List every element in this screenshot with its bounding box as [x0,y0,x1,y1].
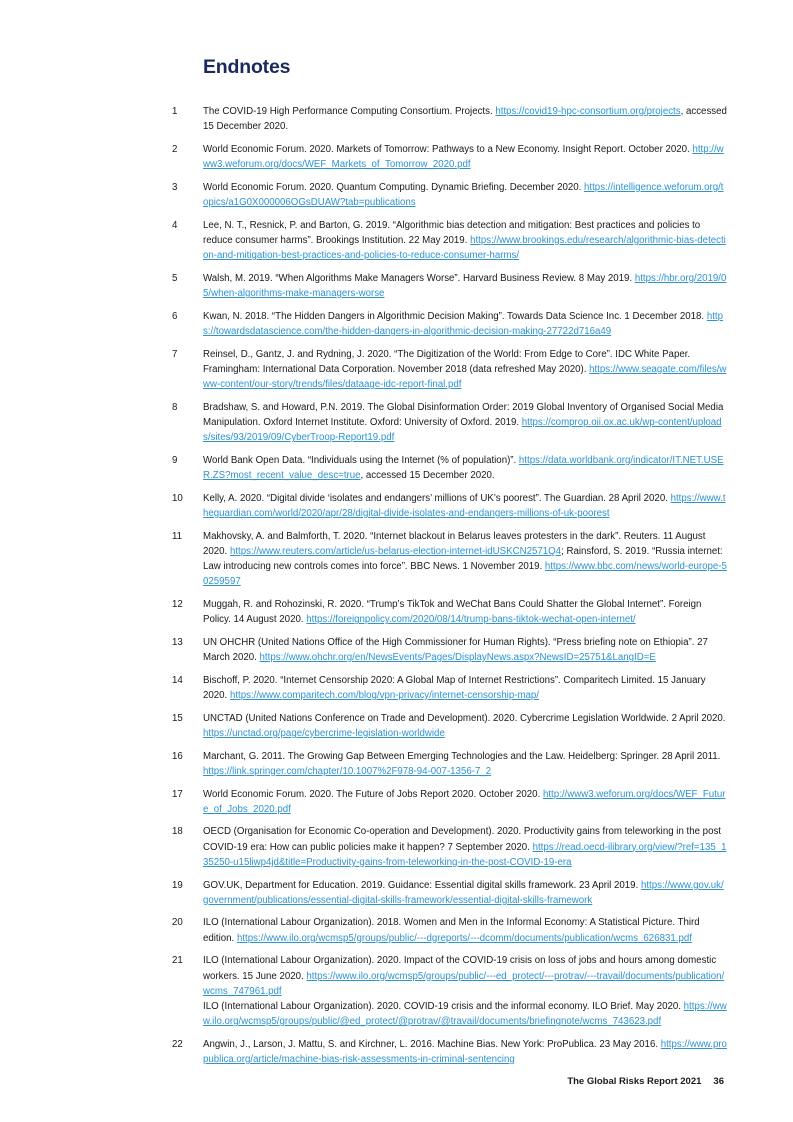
endnote-number: 19 [172,879,183,891]
endnote-item [0,529,793,590]
endnote-item [0,824,793,870]
citation-text: GOV.UK, Department for Education. 2019. Guidance: Essential digital skills framework. 23 April 2019. [203,879,641,891]
citation-text: UN OHCHR (United Nations Office of the High Commissioner for Human Rights). “Press briefing note on Ethiopia”. 27 March 2020. [203,636,708,664]
citation-text: Lee, N. T., Resnick, P. and Barton, G. 2019. “Algorithmic bias detection and mitigation: Best practices and policies to reduce consumer harms”. Brookings Institution. 22 May 2019. [203,219,701,246]
citation-text: UNCTAD (United Nations Conference on Trade and Development). 2020. Cybercrime Legislation Worldwide. 2 April 2020. [203,712,726,724]
endnote-body [203,673,728,703]
endnote-citation [203,915,728,945]
endnote-number: 13 [172,636,183,648]
endnote-number: 5 [172,272,178,284]
endnote-body [203,180,728,210]
endnote-body [203,878,728,908]
citation-link[interactable]: https://hbr.org/2019/05/when-algorithms-make-managers-worse [203,272,727,300]
endnote-body [203,453,728,483]
endnote-body [203,635,728,665]
endnote-number: 21 [172,955,183,967]
endnote-citation [203,180,728,210]
endnote-number: 15 [172,712,183,724]
citation-text: Bischoff, P. 2020. “Internet Censorship 2020: A Global Map of Internet Restrictions”. Comparitech Limited. 15 January 2020. [203,674,706,701]
citation-link[interactable]: https://comprop.oii.ox.ac.uk/wp-content/uploads/sites/93/2019/09/CyberTroop-Report19.pdf [203,416,722,444]
endnote-item [0,635,793,665]
citation-text: Muggah, R. and Rohozinski, R. 2020. “Trump’s TikTok and WeChat Bans Could Shatter the Global Internet”. Foreign Policy. 14 August 2020. [203,598,702,626]
endnote-citation [203,142,728,172]
endnote-item [0,597,793,627]
endnote-citation [203,271,728,301]
citation-link[interactable]: https://covid19-hpc-consortium.org/projects [495,106,681,117]
citation-text: Marchant, G. 2011. The Growing Gap Between Emerging Technologies and the Law. Heidelberg: Springer. 28 April 2011. [203,750,721,762]
endnote-citation [203,787,728,817]
endnote-number: 12 [172,598,183,610]
endnote-item [0,711,793,741]
endnote-number: 2 [172,143,178,155]
citation-link[interactable]: https://unctad.org/page/cybercrime-legislation-worldwide [203,727,445,739]
citation-text: OECD (Organisation for Economic Co-operation and Development). 2020. Productivity gains from teleworking in the post COVID-19 era: How can public policies make it happen? 7 September 2020. [203,826,721,853]
citation-link[interactable]: https://www.ilo.org/wcmsp5/groups/public/@ed_protect/@protrav/@travail/documents/briefingnote/wcms_743623.pdf [203,1000,727,1028]
endnote-number: 17 [172,788,183,800]
citation-link[interactable]: https://www.bbc.com/news/world-europe-50259597 [203,561,727,588]
endnote-body [203,787,728,817]
endnote-body [203,347,728,393]
endnote-item [0,491,793,521]
page-number: 36 [713,1076,724,1087]
citation-link[interactable]: https://www.propublica.org/article/machine-bias-risk-assessments-in-criminal-sentencing [203,1038,727,1066]
citation-text: , accessed 15 December 2020. [203,106,727,133]
endnote-item [0,347,793,393]
endnote-citation [203,104,728,134]
endnote-item [0,953,793,1029]
endnote-body [203,529,728,590]
endnotes-list [0,104,793,1075]
endnote-number: 10 [172,492,183,504]
citation-link[interactable]: http://www3.weforum.org/docs/WEF_Markets_of_Tomorrow_2020.pdf [203,143,724,171]
endnote-citation [203,218,728,264]
citation-text: Kwan, N. 2018. “The Hidden Dangers in Algorithmic Decision Making”. Towards Data Science Inc. 1 December 2018. [203,310,707,322]
endnote-number: 16 [172,750,183,762]
endnote-number: 7 [172,348,178,360]
endnote-item [0,673,793,703]
endnote-citation [203,309,728,339]
endnote-citation [203,999,728,1029]
citation-link[interactable]: http://www3.weforum.org/docs/WEF_Future_of_Jobs_2020.pdf [203,788,726,815]
citation-text: ILO (International Labour Organization). 2020. Impact of the COVID-19 crisis on loss of jobs and hours among domestic workers. 15 June 2020. [203,955,717,982]
citation-text: Walsh, M. 2019. “When Algorithms Make Managers Worse”. Harvard Business Review. 8 May 2019. [203,272,635,284]
endnote-body [203,749,728,779]
citation-text: Angwin, J., Larson, J. Mattu, S. and Kirchner, L. 2016. Machine Bias. New York: ProPublica. 23 May 2016. [203,1038,661,1050]
citation-link[interactable]: https://towardsdatascience.com/the-hidden-dangers-in-algorithmic-decision-making-27722d716a49 [203,310,723,337]
endnote-number: 6 [172,310,178,322]
endnote-citation [203,878,728,908]
endnote-item [0,142,793,172]
citation-link[interactable]: https://read.oecd-ilibrary.org/view/?ref=135_135250-u15liwp4jd&title=Productivity-gains-from-teleworking-in-the-post-COVID-19-era [203,841,727,868]
endnote-item [0,180,793,210]
endnote-item [0,271,793,301]
report-title: The Global Risks Report 2021 [567,1076,702,1087]
citation-link[interactable]: https://www.brookings.edu/research/algorithmic-bias-detection-and-mitigation-best-practices-and-policies-to-reduce-consumer-harms/ [203,234,726,262]
citation-text: The COVID-19 High Performance Computing Consortium. Projects. [203,106,496,117]
endnote-body [203,491,728,521]
citation-link[interactable]: https://www.reuters.com/article/us-belarus-election-internet-idUSKCN2571Q4 [229,545,562,557]
citation-text: , accessed 15 December 2020. [360,470,495,482]
citation-text: ; Rainsford, S. 2019. “Russia internet: Law introducing new controls comes into force”. BBC News. 1 November 2019. [203,545,723,573]
endnote-item [0,453,793,483]
citation-link[interactable]: https://www.ohchr.org/en/NewsEvents/Pages/DisplayNews.aspx?NewsID=25751&LangID=E [259,652,656,664]
citation-link[interactable]: https://foreignpolicy.com/2020/08/14/trump-bans-tiktok-wechat-open-internet/ [306,614,636,626]
endnote-number: 9 [172,454,178,466]
citation-link[interactable]: https://www.ilo.org/wcmsp5/groups/public/---dgreports/---dcomm/documents/publication/wcms_626831.pdf [236,932,692,944]
citation-link[interactable]: https://www.comparitech.com/blog/vpn-privacy/internet-censorship-map/ [229,690,539,701]
citation-link[interactable]: https://www.theguardian.com/world/2020/apr/28/digital-divide-isolates-and-endangers-millions-of-uk-poorest [203,492,726,519]
endnote-number: 14 [172,674,183,686]
endnote-item [0,400,793,446]
citation-text: ILO (International Labour Organization). 2018. Women and Men in the Informal Economy: A Statistical Picture. Third edition. [203,917,700,944]
citation-text: World Economic Forum. 2020. The Future of Jobs Report 2020. October 2020. [203,788,543,800]
page-title: Endnotes [203,56,291,78]
endnote-body [203,953,728,1029]
citation-link[interactable]: https://www.seagate.com/files/www-content/our-story/trends/files/dataage-idc-report-final.pdf [203,363,727,391]
citation-link[interactable]: https://intelligence.weforum.org/topics/a1G0X000006OGsDUAW?tab=publications [203,181,724,209]
endnote-item [0,309,793,339]
endnote-number: 1 [172,106,178,117]
endnote-number: 18 [172,826,183,838]
endnote-item [0,104,793,134]
endnote-item [0,1037,793,1067]
endnote-body [203,597,728,627]
endnote-citation [203,347,728,393]
endnote-number: 8 [172,401,178,413]
endnote-number: 11 [172,530,183,542]
endnote-body [203,271,728,301]
citation-text: ILO (International Labour Organization). 2020. COVID-19 crisis and the informal economy. ILO Brief. May 2020. [203,1000,684,1012]
citation-text: World Bank Open Data. “Individuals using the Internet (% of population)”. [203,454,519,466]
endnote-number: 4 [172,219,178,231]
endnote-item [0,915,793,945]
endnote-citation [203,453,728,483]
endnote-citation [203,953,728,999]
citation-link[interactable]: https://link.springer.com/chapter/10.1007%2F978-94-007-1356-7_2 [203,765,492,777]
endnote-body [203,309,728,339]
endnote-citation [203,491,728,521]
citation-link[interactable]: https://www.ilo.org/wcmsp5/groups/public/---ed_protect/---protrav/---travail/documents/publication/wcms_747961.pdf [203,970,725,997]
endnote-number: 22 [172,1038,183,1050]
endnote-citation [203,400,728,446]
endnote-number: 20 [172,917,183,929]
endnote-body [203,104,728,134]
endnote-citation [203,673,728,703]
citation-text: World Economic Forum. 2020. Quantum Computing. Dynamic Briefing. December 2020. [203,181,585,193]
endnote-citation [203,529,728,590]
endnote-body [203,142,728,172]
citation-text: Makhovsky, A. and Balmforth, T. 2020. “Internet blackout in Belarus leaves protesters in the dark”. Reuters. 11 August 2020. [203,530,706,557]
endnote-item [0,218,793,264]
endnote-body [203,915,728,945]
citation-link[interactable]: https://www.gov.uk/government/publications/essential-digital-skills-framework/essential-digital-skills-framework [203,879,724,906]
endnote-body [203,711,728,741]
endnote-body [203,218,728,264]
citation-text: Reinsel, D., Gantz, J. and Rydning, J. 2020. “The Digitization of the World: From Edge to Core”. IDC White Paper. Framingham: International Data Corporation. November 2018 (data refreshed May 2020). [203,348,691,375]
endnote-body [203,400,728,446]
endnote-item [0,878,793,908]
endnote-citation [203,1037,728,1067]
endnote-body [203,824,728,870]
endnote-citation [203,711,728,741]
endnote-number: 3 [172,181,178,193]
endnote-item [0,749,793,779]
page-footer [567,1076,724,1087]
citation-text: Bradshaw, S. and Howard, P.N. 2019. The Global Disinformation Order: 2019 Global Inventory of Organised Social Media Manipulation. Oxford Internet Institute. Oxford: University of Oxford. 2019. [203,401,724,428]
citation-text: World Economic Forum. 2020. Markets of Tomorrow: Pathways to a New Economy. Insight Report. October 2020. [203,143,693,155]
citation-text: Kelly, A. 2020. “Digital divide ‘isolates and endangers’ millions of UK’s poorest”. The Guardian. 28 April 2020. [203,492,671,504]
endnote-item [0,787,793,817]
endnote-citation [203,749,728,779]
citation-link[interactable]: https://data.worldbank.org/indicator/IT.NET.USER.ZS?most_recent_value_desc=true [203,454,724,482]
endnote-body [203,1037,728,1067]
endnote-citation [203,824,728,870]
endnote-citation [203,635,728,665]
endnote-citation [203,597,728,627]
